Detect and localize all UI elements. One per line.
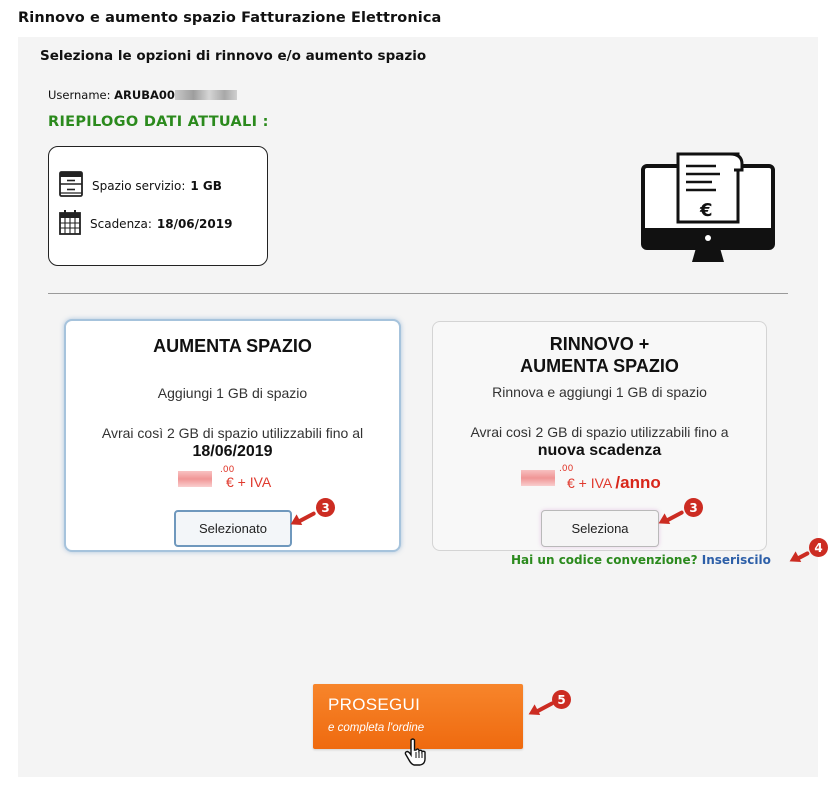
section-title: Seleziona le opzioni di rinnovo e/o aumento spazio <box>40 48 427 64</box>
space-label: Spazio servizio: <box>92 178 186 193</box>
card-expiry-date: 18/06/2019 <box>192 443 273 460</box>
annotation-badge: 3 <box>316 498 335 517</box>
card-detail: Avrai così 2 GB di spazio utilizzabili fino al <box>101 425 364 441</box>
price <box>521 464 721 490</box>
price-vat: € + IVA <box>226 474 272 490</box>
selected-button[interactable]: Selezionato <box>174 510 292 547</box>
card-title: AUMENTA SPAZIO <box>153 336 312 356</box>
redacted-price <box>178 471 212 487</box>
option-card-rinnovo-aumenta[interactable] <box>432 321 767 551</box>
hand-cursor-icon <box>404 738 426 770</box>
price <box>178 465 328 491</box>
calendar-icon <box>59 209 90 238</box>
price-cents: .00 <box>559 464 574 474</box>
username-value: ARUBA00 <box>114 88 175 102</box>
expiry-value: 18/06/2019 <box>156 216 233 231</box>
select-button[interactable]: Seleziona <box>541 510 659 547</box>
archive-drawer-icon <box>59 171 92 200</box>
annotation-badge: 3 <box>684 498 703 517</box>
redacted-price <box>521 470 555 486</box>
proceed-label: PROSEGUI <box>328 695 421 714</box>
option-card-aumenta-spazio[interactable] <box>64 319 401 552</box>
card-description: Aggiungi 1 GB di spazio <box>157 385 308 401</box>
space-value: 1 GB <box>190 178 222 193</box>
annotation-badge: 5 <box>552 690 571 709</box>
section-divider <box>48 293 788 294</box>
card-new-expiry: nuova scadenza <box>537 442 662 459</box>
coupon-link[interactable]: Inseriscilo <box>701 553 771 567</box>
page-title: Rinnovo e aumento spazio Fatturazione Elettronica <box>18 10 442 26</box>
redacted-username <box>175 90 237 100</box>
annotation-badge: 4 <box>809 538 828 557</box>
card-description: Rinnova e aggiungi 1 GB di spazio <box>492 384 707 400</box>
price-vat <box>567 473 661 493</box>
summary-title: RIEPILOGO DATI ATTUALI : <box>48 114 269 130</box>
card-detail: Avrai così 2 GB di spazio utilizzabili fino a <box>470 424 729 440</box>
expiry-label: Scadenza: <box>90 216 152 231</box>
card-title-line1: RINNOVO + <box>549 334 650 354</box>
invoice-monitor-icon <box>640 152 776 272</box>
proceed-sublabel: e completa l'ordine <box>328 722 425 734</box>
svg-text:€: € <box>700 200 713 221</box>
expiry-row <box>59 209 232 238</box>
space-row <box>59 171 222 200</box>
card-title-line2: AUMENTA SPAZIO <box>520 356 679 376</box>
username-row <box>48 88 237 102</box>
price-period: /anno <box>615 473 661 492</box>
username-label: Username: <box>48 88 111 102</box>
current-data-box <box>48 146 268 266</box>
price-vat-text: € + IVA <box>567 475 612 491</box>
coupon-row <box>511 553 771 567</box>
coupon-question: Hai un codice convenzione? <box>511 553 698 567</box>
price-cents: .00 <box>220 465 235 475</box>
